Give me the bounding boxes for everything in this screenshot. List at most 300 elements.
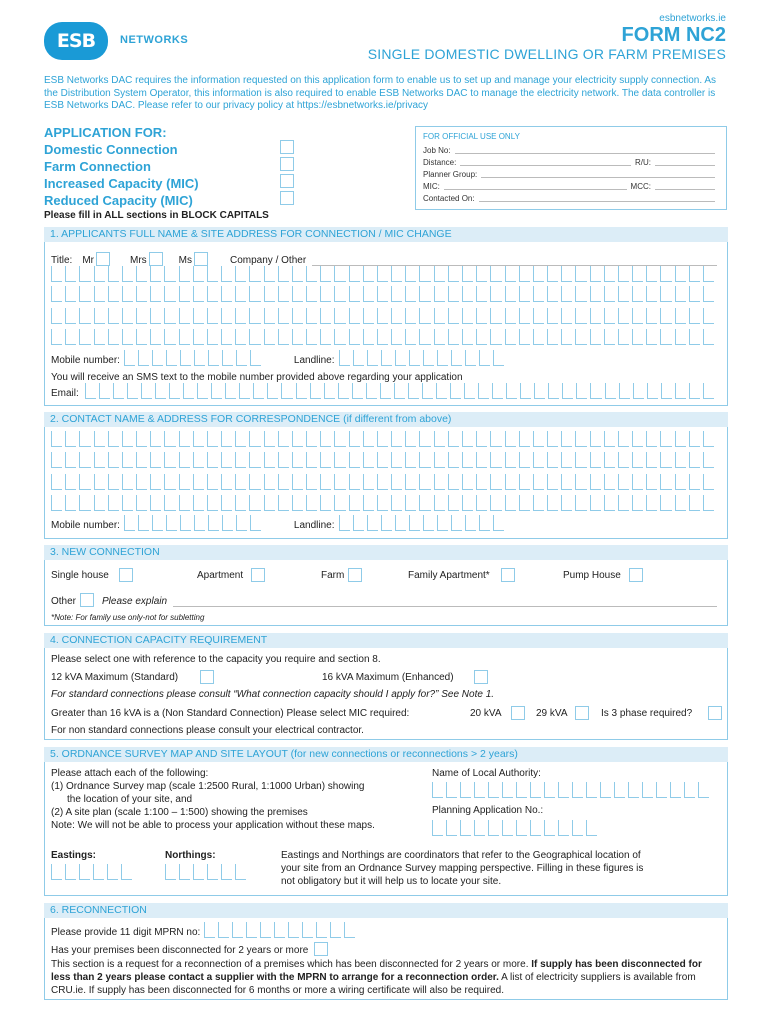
char-box[interactable] [264,495,275,511]
char-box[interactable] [179,286,190,302]
char-box[interactable] [533,266,544,282]
char-box[interactable] [572,820,583,836]
char-box[interactable] [79,308,90,324]
char-box[interactable] [352,383,363,399]
char-box[interactable] [660,329,671,345]
char-box[interactable] [235,266,246,282]
char-box[interactable] [632,452,643,468]
char-box[interactable] [278,431,289,447]
char-box[interactable] [51,329,62,345]
char-box[interactable] [575,495,586,511]
char-box[interactable] [207,431,218,447]
char-box[interactable] [79,329,90,345]
char-box[interactable] [462,329,473,345]
char-box[interactable] [164,266,175,282]
mic-field[interactable] [444,189,627,190]
mrs-checkbox[interactable] [149,252,163,266]
char-box[interactable] [194,350,205,366]
char-box[interactable] [572,782,583,798]
char-box[interactable] [180,515,191,531]
char-box[interactable] [703,431,714,447]
char-box[interactable] [85,383,96,399]
char-box[interactable] [193,864,204,880]
char-box[interactable] [207,308,218,324]
enhanced-checkbox[interactable] [474,670,488,684]
char-box[interactable] [618,431,629,447]
char-box[interactable] [79,431,90,447]
char-box[interactable] [450,383,461,399]
char-box[interactable] [218,922,229,938]
char-box[interactable] [235,286,246,302]
char-box[interactable] [320,431,331,447]
char-box[interactable] [155,383,166,399]
farm-checkbox[interactable] [348,568,362,582]
char-box[interactable] [590,383,601,399]
char-box[interactable] [193,329,204,345]
char-box[interactable] [51,495,62,511]
char-box[interactable] [462,474,473,490]
char-box[interactable] [618,286,629,302]
char-box[interactable] [434,431,445,447]
char-box[interactable] [344,922,355,938]
char-box[interactable] [689,474,700,490]
char-box[interactable] [675,329,686,345]
char-box[interactable] [628,782,639,798]
mprn-field[interactable] [204,922,358,938]
char-box[interactable] [193,266,204,282]
char-box[interactable] [590,431,601,447]
char-box[interactable] [656,782,667,798]
char-box[interactable] [632,495,643,511]
char-box[interactable] [292,431,303,447]
char-box[interactable] [292,286,303,302]
char-box[interactable] [183,383,194,399]
char-box[interactable] [490,308,501,324]
char-box[interactable] [547,308,558,324]
char-box[interactable] [138,350,149,366]
char-box[interactable] [152,350,163,366]
char-box[interactable] [703,474,714,490]
char-box[interactable] [51,286,62,302]
char-box[interactable] [434,495,445,511]
char-box[interactable] [434,286,445,302]
char-box[interactable] [264,452,275,468]
char-box[interactable] [519,308,530,324]
char-box[interactable] [544,820,555,836]
char-box[interactable] [320,329,331,345]
char-box[interactable] [547,452,558,468]
char-box[interactable] [561,495,572,511]
char-box[interactable] [646,452,657,468]
char-box[interactable] [419,431,430,447]
char-box[interactable] [391,266,402,282]
char-box[interactable] [236,515,247,531]
char-box[interactable] [476,308,487,324]
char-box[interactable] [51,452,62,468]
char-box[interactable] [363,329,374,345]
char-box[interactable] [193,495,204,511]
char-box[interactable] [207,864,218,880]
standard-checkbox[interactable] [200,670,214,684]
char-box[interactable] [618,474,629,490]
char-box[interactable] [204,922,215,938]
char-box[interactable] [381,350,392,366]
char-box[interactable] [367,515,378,531]
char-box[interactable] [127,383,138,399]
mobile-field[interactable] [124,350,264,366]
char-box[interactable] [561,308,572,324]
char-box[interactable] [124,350,135,366]
char-box[interactable] [65,266,76,282]
char-box[interactable] [208,350,219,366]
char-box[interactable] [94,286,105,302]
char-box[interactable] [689,329,700,345]
char-box[interactable] [632,286,643,302]
char-box[interactable] [590,474,601,490]
char-box[interactable] [575,329,586,345]
char-box[interactable] [618,452,629,468]
char-box[interactable] [288,922,299,938]
char-box[interactable] [264,308,275,324]
char-box[interactable] [353,350,364,366]
char-box[interactable] [479,515,490,531]
char-box[interactable] [516,782,527,798]
char-box[interactable] [225,383,236,399]
char-box[interactable] [353,515,364,531]
char-box[interactable] [558,782,569,798]
char-box[interactable] [409,350,420,366]
char-box[interactable] [476,329,487,345]
char-box[interactable] [492,383,503,399]
char-box[interactable] [575,286,586,302]
char-box[interactable] [221,266,232,282]
char-box[interactable] [235,864,246,880]
char-box[interactable] [490,286,501,302]
char-box[interactable] [260,922,271,938]
char-box[interactable] [547,266,558,282]
char-box[interactable] [349,474,360,490]
char-box[interactable] [689,452,700,468]
char-box[interactable] [405,431,416,447]
char-box[interactable] [533,431,544,447]
char-box[interactable] [122,329,133,345]
char-box[interactable] [221,864,232,880]
char-box[interactable] [222,515,233,531]
char-box[interactable] [490,431,501,447]
char-box[interactable] [164,329,175,345]
char-box[interactable] [519,431,530,447]
char-box[interactable] [108,308,119,324]
char-box[interactable] [462,266,473,282]
char-box[interactable] [380,383,391,399]
char-box[interactable] [505,266,516,282]
char-box[interactable] [419,495,430,511]
char-box[interactable] [562,383,573,399]
kva29-checkbox[interactable] [575,706,589,720]
char-box[interactable] [502,820,513,836]
char-box[interactable] [99,383,110,399]
char-box[interactable] [533,308,544,324]
char-box[interactable] [558,820,569,836]
char-box[interactable] [548,383,559,399]
char-box[interactable] [618,266,629,282]
char-box[interactable] [249,266,260,282]
char-box[interactable] [488,782,499,798]
app-domestic-checkbox[interactable] [280,140,294,154]
char-box[interactable] [409,515,420,531]
char-box[interactable] [493,350,504,366]
char-box[interactable] [292,308,303,324]
char-box[interactable] [136,266,147,282]
char-box[interactable] [349,286,360,302]
char-box[interactable] [249,308,260,324]
char-box[interactable] [675,495,686,511]
char-box[interactable] [179,308,190,324]
char-box[interactable] [136,286,147,302]
char-box[interactable] [405,452,416,468]
char-box[interactable] [239,383,250,399]
char-box[interactable] [366,383,377,399]
char-box[interactable] [150,329,161,345]
name-row-3[interactable] [51,308,717,324]
char-box[interactable] [533,286,544,302]
char-box[interactable] [193,431,204,447]
char-box[interactable] [419,329,430,345]
char-box[interactable] [448,329,459,345]
planning-field[interactable] [432,820,600,836]
char-box[interactable] [533,474,544,490]
char-box[interactable] [436,383,447,399]
char-box[interactable] [505,329,516,345]
char-box[interactable] [519,474,530,490]
char-box[interactable] [108,474,119,490]
char-box[interactable] [235,495,246,511]
char-box[interactable] [405,266,416,282]
char-box[interactable] [533,329,544,345]
char-box[interactable] [661,383,672,399]
char-box[interactable] [79,474,90,490]
char-box[interactable] [334,452,345,468]
char-box[interactable] [488,820,499,836]
char-box[interactable] [660,308,671,324]
char-box[interactable] [278,452,289,468]
char-box[interactable] [207,474,218,490]
char-box[interactable] [150,474,161,490]
char-box[interactable] [391,308,402,324]
char-box[interactable] [108,266,119,282]
char-box[interactable] [235,308,246,324]
char-box[interactable] [618,495,629,511]
char-box[interactable] [377,474,388,490]
char-box[interactable] [689,308,700,324]
char-box[interactable] [505,474,516,490]
char-box[interactable] [462,495,473,511]
char-box[interactable] [642,782,653,798]
char-box[interactable] [339,515,350,531]
northings-field[interactable] [165,864,249,880]
char-box[interactable] [65,431,76,447]
char-box[interactable] [604,431,615,447]
char-box[interactable] [79,266,90,282]
char-box[interactable] [660,286,671,302]
char-box[interactable] [310,383,321,399]
char-box[interactable] [107,864,118,880]
char-box[interactable] [451,515,462,531]
char-box[interactable] [419,286,430,302]
char-box[interactable] [490,474,501,490]
char-box[interactable] [207,452,218,468]
char-box[interactable] [575,308,586,324]
char-box[interactable] [150,431,161,447]
char-box[interactable] [207,286,218,302]
char-box[interactable] [236,350,247,366]
char-box[interactable] [675,383,686,399]
char-box[interactable] [306,329,317,345]
char-box[interactable] [604,329,615,345]
char-box[interactable] [278,474,289,490]
char-box[interactable] [292,329,303,345]
mr-checkbox[interactable] [96,252,110,266]
three-phase-checkbox[interactable] [708,706,722,720]
char-box[interactable] [618,329,629,345]
char-box[interactable] [534,383,545,399]
char-box[interactable] [51,431,62,447]
char-box[interactable] [391,431,402,447]
char-box[interactable] [561,266,572,282]
char-box[interactable] [334,495,345,511]
char-box[interactable] [505,308,516,324]
char-box[interactable] [505,286,516,302]
char-box[interactable] [363,495,374,511]
char-box[interactable] [490,266,501,282]
char-box[interactable] [349,266,360,282]
contact-row-2[interactable] [51,452,717,468]
char-box[interactable] [349,431,360,447]
char-box[interactable] [166,350,177,366]
disconnected-checkbox[interactable] [314,942,328,956]
char-box[interactable] [506,383,517,399]
char-box[interactable] [306,308,317,324]
char-box[interactable] [136,308,147,324]
char-box[interactable] [292,474,303,490]
char-box[interactable] [432,820,443,836]
eastings-field[interactable] [51,864,135,880]
char-box[interactable] [675,474,686,490]
char-box[interactable] [122,474,133,490]
char-box[interactable] [604,474,615,490]
char-box[interactable] [306,474,317,490]
char-box[interactable] [703,495,714,511]
contact-landline-field[interactable] [339,515,507,531]
char-box[interactable] [660,474,671,490]
char-box[interactable] [519,452,530,468]
char-box[interactable] [530,820,541,836]
char-box[interactable] [547,431,558,447]
char-box[interactable] [519,266,530,282]
char-box[interactable] [150,452,161,468]
char-box[interactable] [377,286,388,302]
char-box[interactable] [448,431,459,447]
char-box[interactable] [516,820,527,836]
char-box[interactable] [391,474,402,490]
char-box[interactable] [600,782,611,798]
char-box[interactable] [334,286,345,302]
char-box[interactable] [165,864,176,880]
char-box[interactable] [660,266,671,282]
char-box[interactable] [363,452,374,468]
char-box[interactable] [94,431,105,447]
char-box[interactable] [51,864,62,880]
char-box[interactable] [547,329,558,345]
char-box[interactable] [684,782,695,798]
char-box[interactable] [136,431,147,447]
char-box[interactable] [324,383,335,399]
char-box[interactable] [434,266,445,282]
char-box[interactable] [339,350,350,366]
char-box[interactable] [363,431,374,447]
char-box[interactable] [264,266,275,282]
char-box[interactable] [590,452,601,468]
char-box[interactable] [405,474,416,490]
char-box[interactable] [338,383,349,399]
char-box[interactable] [703,452,714,468]
char-box[interactable] [434,308,445,324]
char-box[interactable] [292,452,303,468]
planner-field[interactable] [481,177,715,178]
char-box[interactable] [164,286,175,302]
char-box[interactable] [419,452,430,468]
char-box[interactable] [505,495,516,511]
contact-row-4[interactable] [51,495,717,511]
char-box[interactable] [434,474,445,490]
char-box[interactable] [164,308,175,324]
char-box[interactable] [437,515,448,531]
char-box[interactable] [169,383,180,399]
char-box[interactable] [689,383,700,399]
char-box[interactable] [320,495,331,511]
char-box[interactable] [465,350,476,366]
char-box[interactable] [306,495,317,511]
char-box[interactable] [675,308,686,324]
ru-field[interactable] [655,165,715,166]
char-box[interactable] [235,329,246,345]
char-box[interactable] [278,286,289,302]
char-box[interactable] [65,864,76,880]
char-box[interactable] [460,782,471,798]
char-box[interactable] [330,922,341,938]
char-box[interactable] [235,474,246,490]
char-box[interactable] [547,286,558,302]
char-box[interactable] [604,308,615,324]
apartment-checkbox[interactable] [251,568,265,582]
char-box[interactable] [179,864,190,880]
char-box[interactable] [646,329,657,345]
char-box[interactable] [122,452,133,468]
char-box[interactable] [150,308,161,324]
char-box[interactable] [590,308,601,324]
char-box[interactable] [79,452,90,468]
char-box[interactable] [320,266,331,282]
char-box[interactable] [423,350,434,366]
char-box[interactable] [434,452,445,468]
char-box[interactable] [65,474,76,490]
char-box[interactable] [349,329,360,345]
char-box[interactable] [632,266,643,282]
char-box[interactable] [646,431,657,447]
char-box[interactable] [221,431,232,447]
char-box[interactable] [221,495,232,511]
char-box[interactable] [419,474,430,490]
